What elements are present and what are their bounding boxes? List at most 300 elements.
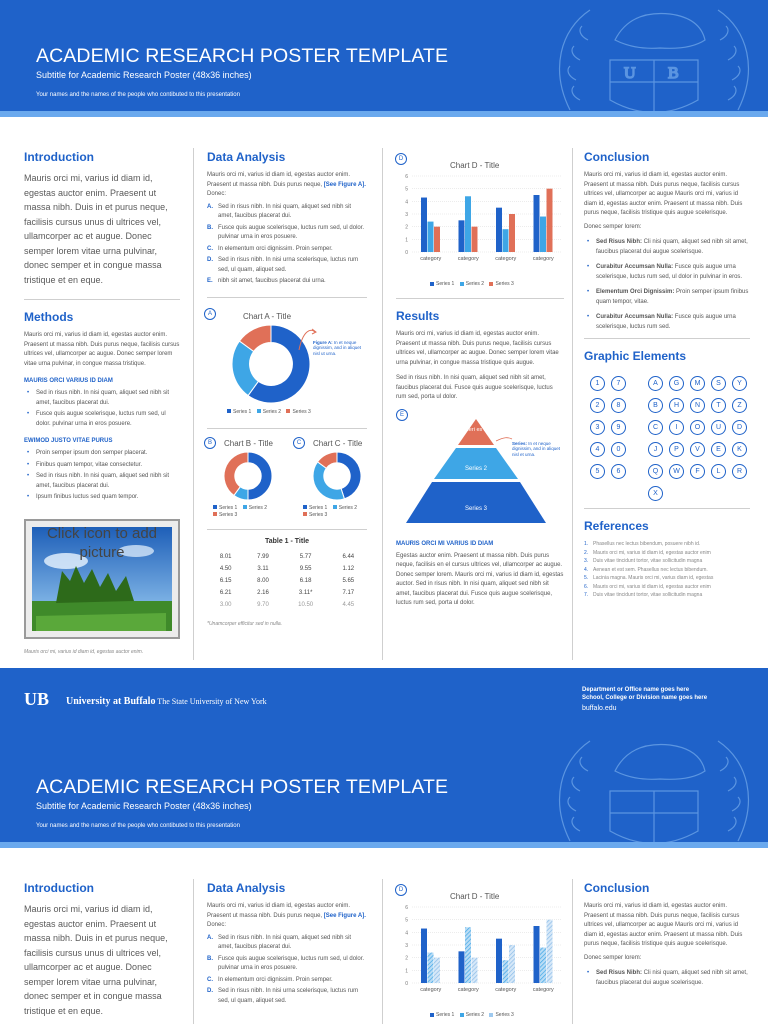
bar-series-3 [547,920,553,983]
legend-swatch [460,282,464,286]
x-tick-label: category [457,987,479,993]
number-circle-icon: 3 [590,420,605,435]
list-item: • Sed in risus nibh. In nisi quam, aliquet sed nibh sit amet, faucibus placerat dui. [24,389,180,408]
letter-circle-icon: F [690,464,705,479]
letter-circle-icon: V [690,442,705,457]
donut-slice-series-2 [313,461,344,499]
reference-number: 7. [584,592,589,598]
list-item-text: Cli nisi quam, aliquet sed nibh sit amet, faucibus placerat dui augue scelerisque. [596,970,748,986]
y-tick-label: 5 [405,917,408,924]
picture-placeholder-text: Click icon to add picture [46,524,158,561]
number-circle-icon: 0 [611,442,626,457]
column-divider [382,879,383,1024]
y-tick-label: 0 [405,981,408,987]
legend-label: Series 2 [465,1012,485,1018]
legend-label: Series 2 [248,504,268,511]
ub-logo-icon: UB [24,689,50,709]
bar-series-1 [534,926,540,983]
table-cell: 8.00 [257,577,269,584]
number-circles [590,376,626,479]
reference-text: Mauris orci mi, varius id diam id, egestas auctor enim [593,549,711,556]
column-divider [572,148,573,660]
chart-d-title: Chart D - Title [450,892,500,901]
chart-a [207,308,367,420]
charts-b-c [207,437,367,523]
legend-swatch [286,409,290,413]
header-stripe [0,842,768,848]
methods-subheading-2: EWIMOD JUSTO VITAE PURUS [24,438,113,444]
chart-d [396,881,564,1024]
list-item [207,256,367,275]
list-item: • Sed in risus nibh. In nisi quam, aliquet sed nibh sit amet, faucibus placerat dui. [24,472,180,491]
results-heading: Results [396,309,440,323]
legend-label: Series 3 [495,1012,514,1018]
table-cell: 4.45 [342,601,355,608]
table-cell: 2.16 [257,589,269,596]
reference-item [584,574,750,583]
list-item: • Fusce quis augue scelerisque, luctus rum sed, ul dolor. pulvinar urna in eros posuere. [24,410,180,429]
y-tick-label: 0 [405,250,408,256]
pyramid-note [512,441,562,458]
column-divider [572,879,573,1024]
column-4 [584,150,750,600]
header-stripe [0,111,768,117]
table-cell: 9.55 [299,565,312,572]
list-item [207,987,367,1006]
legend-swatch [489,1013,493,1017]
list-item-lead: Sed Risus Nibh: [596,970,643,976]
chart-c-donut [312,451,362,501]
legend-label: Series 1 [233,408,252,415]
list-item: • Finibus quam tempor, vitae consectetur. [24,461,180,471]
reference-text: Aenean et est sem. Phasellus nec lectus bibendum. [593,566,708,573]
legend-swatch [430,282,434,286]
letter-circle-icon: W [669,464,684,479]
list-key: A. [207,203,213,210]
introduction-heading: Introduction [24,881,94,895]
table-cell: 6.21 [219,589,232,596]
x-tick-label: category [495,256,517,262]
data-analysis-tail: Donec: [207,922,227,928]
chart-c-title: Chart C - Title [313,438,363,448]
letter-circle-icon: K [732,442,747,457]
figure-reference-link[interactable]: [See Figure A]. [323,912,366,919]
legend-swatch [227,409,231,413]
svg-text:B: B [668,65,679,82]
y-tick-label: 6 [405,174,408,180]
chart-b-badge: B [204,437,216,449]
list-text: Fusce quis augue scelerisque, luctus rum sed, ul dolor. pulvinar urna in eros posuere. [218,224,365,240]
letter-circles [648,376,747,501]
letter-circle-icon: I [669,420,684,435]
table-cell: 7.17 [342,589,355,596]
chart-d-title: Chart D - Title [450,161,500,170]
column-divider [193,879,194,1024]
methods-heading: Methods [24,310,74,324]
results-text-1: Mauris orci mi, varius id diam id, egestas auctor enim. Praesent ut massa nibh. Duis purus neque, facilisis cursus ultrices vel, ullamcorper ac augue. Donec semper lorem vitae urna pulvinar, in congue massa tristique quis augue. [396,331,559,366]
reference-number: 2. [584,549,589,556]
bar-series-1 [459,951,465,983]
table-cell: 4.50 [219,565,232,572]
table-row [207,563,367,575]
table-cell: 3.11 [257,565,269,572]
column-divider [193,148,194,660]
x-tick-label: category [495,987,517,993]
website-link[interactable]: buffalo.edu [582,705,617,712]
methods-subheading-1: MAURIS ORCI VARIUS ID DIAM [24,378,113,384]
pyramid-label-1: Seri es 1 [465,426,487,433]
legend-label: Series 3 [219,511,238,518]
number-circle-icon: 6 [611,464,626,479]
legend-swatch [333,505,337,509]
reference-number: 6. [584,583,589,590]
list-item-lead: Sed Risus Nibh: [596,239,643,245]
reference-number: 4. [584,566,589,573]
letter-circle-icon: R [732,464,747,479]
legend-label: Series 2 [262,408,282,415]
results-subheading: MAURIS ORCI MI VARIUS ID DIAM [396,540,494,547]
reference-item [584,549,750,558]
poster-subtitle: Subtitle for Academic Research Poster (48x36 inches) [36,801,252,811]
list-item-text: Proin semper ipsum finibus quam tempor, vitae. [596,289,749,305]
poster-title: ACADEMIC RESEARCH POSTER TEMPLATE [36,45,449,67]
x-tick-label: category [457,256,479,262]
chart-a-badge: A [204,308,216,320]
data-analysis-body: Mauris orci mi, varius id diam id, egestas auctor enim. Praesent ut massa nibh. Duis purus neque, [207,903,351,919]
letter-circle-icon: B [648,398,663,413]
methods-list-1 [24,389,180,429]
table-cell: 7.99 [257,553,269,560]
pyramid-label-3: Series 3 [464,505,487,512]
bar-series-2 [540,217,546,252]
list-item [584,263,750,282]
chart-b-legend [209,505,279,519]
list-key: C. [207,976,213,983]
introduction-heading: Introduction [24,150,94,164]
x-tick-label: category [532,987,554,993]
bar-series-3 [434,958,440,983]
bar-series-1 [421,929,427,983]
conclusion-heading: Conclusion [584,150,650,164]
university-seal-icon [540,731,768,848]
university-seal-icon [540,0,768,117]
list-text: Sed in risus nibh. In nisi urna scelerisque, luctus rum sed, ul quam, aliquet sed. [218,988,359,1004]
bar-series-2 [540,948,546,983]
legend-label: Series 2 [338,504,358,511]
column-3 [396,881,564,1024]
letter-circle-icon: O [690,420,705,435]
list-key: B. [207,955,213,962]
chart-c-legend [299,505,373,519]
bar-series-1 [534,195,540,252]
poster-repeat [0,731,768,1024]
university-name-main: University at Buffalo [66,696,156,707]
section-divider [396,298,564,299]
number-circle-icon: 8 [611,398,626,413]
data-analysis-heading: Data Analysis [207,881,286,895]
list-item [207,224,367,243]
poster-authors: Your names and the names of the people who contibuted to this presentation [36,823,240,829]
pyramid-diagram [396,409,564,537]
bar-series-1 [496,939,502,983]
legend-swatch [303,505,307,509]
table-row [207,599,367,611]
list-item-text: Fusce quis augue urna scelerisque, luctus rum sed. [596,314,736,330]
introduction-text: Mauris orci mi, varius id diam id, egestas auctor enim. Praesent ut massa nibh. Duis in et purus neque, facilisis cursus unus di ultrices vel, ullamcorper ac et augue. Donec semper lorem vitae urna pulvinar, donec semper et in congue massa tristique et en eque. [24,173,168,285]
x-tick-label: category [532,256,554,262]
legend-swatch [303,512,307,516]
column-1 [24,881,180,1018]
conclusion-lead: Donec semper lorem: [584,223,642,230]
number-circle-icon: 9 [611,420,626,435]
poster-header [0,0,768,117]
legend-label: Series 3 [495,281,514,287]
letter-circle-icon: Y [732,376,747,391]
department-line-2: School, College or Division name goes here [582,695,708,701]
letter-circle-icon: H [669,398,684,413]
number-circle-icon: 5 [590,464,605,479]
results-text-3: Egestas auctor enim. Praesent ut massa nibh. Duis purus neque, facilisis en el cursus ultrices vel, ullamcorper ac augue. Donec semper lorem. Mauris orci mi, varius id diam id, egestas auctor. Sed in risus nibh. In nisi quam, aliquet sed nibh sit amet, faucibus placerat dui. Fusce quis augue scelerisque, luctus rum sed, porta ul dolor. [396,552,564,606]
graphic-elements-heading: Graphic Elements [584,349,687,363]
list-key: D. [207,257,213,263]
bar-series-2 [428,953,434,983]
list-key: C. [207,245,213,252]
table-cell: 1.12 [342,565,355,572]
column-3 [396,150,564,609]
letter-circle-icon: T [711,398,726,413]
reference-text: Lacinia magna. Mauris orci mi, varius diam id, egestas [593,575,714,581]
data-analysis-tail: Donec: [207,191,227,197]
bar-series-2 [503,229,509,252]
poster-title: ACADEMIC RESEARCH POSTER TEMPLATE [36,776,449,798]
letter-circle-icon: A [648,376,663,391]
pyramid-tier-2 [434,448,518,479]
table-1-note: *Unamcorper efficitur sed in nulla. [207,620,283,627]
poster-authors: Your names and the names of the people who contibuted to this presentation [36,92,240,98]
chart-d-badge: D [395,153,407,165]
table-row [207,587,367,599]
bar-series-3 [547,189,553,252]
chart-d-bars [396,903,564,1007]
department-line-1: Department or Office name goes here [582,687,690,693]
chart-a-note-lead: Figure A: [313,339,333,345]
legend-swatch [430,1013,434,1017]
table-cell: 8.01 [219,553,232,560]
poster-footer [0,668,768,731]
table-cell: 6.15 [219,577,232,584]
bar-series-2 [428,222,434,252]
data-analysis-heading: Data Analysis [207,150,286,164]
reference-text: Mauris orci mi, varius id diam id, egestas auctor enim [593,583,711,590]
table-cell: 6.18 [299,577,312,584]
table-1-title: Table 1 - Title [264,537,310,545]
letter-circle-icon: U [711,420,726,435]
list-item-lead: Curabitur Accumsan Nulla: [596,314,674,320]
table-1 [207,551,367,611]
letter-circle-icon: C [648,420,663,435]
list-item [207,934,367,953]
chart-a-note [313,340,369,357]
bar-series-3 [434,227,440,252]
references-list [584,540,750,600]
list-text: Sed in risus nibh. In nisi quam, aliquet sed nibh sit amet, faucibus placerat dui. [218,203,352,219]
data-analysis-list [207,203,367,287]
reference-text: Phasellus nec lectus bibendum, posuere nibh id. [593,541,701,547]
number-circle-icon: 7 [611,376,626,391]
list-item [584,238,750,257]
pyramid-note-text: In et neque dignissim, and in aliquet nisl et urna. [512,440,561,457]
chart-a-legend [223,409,311,415]
chart-a-note-text: In et neque dignissim, and in aliquet nisl ut urna. [313,339,362,356]
bar-series-3 [509,214,515,252]
table-cell: 5.77 [299,553,312,560]
poster-header [0,731,768,848]
bar-series-2 [465,196,471,252]
list-item [207,955,367,974]
x-tick-label: category [420,987,442,993]
data-analysis-body: Mauris orci mi, varius id diam id, egestas auctor enim. Praesent ut massa nibh. Duis purus neque, [207,172,351,188]
chart-a-title: Chart A - Title [243,311,292,321]
chart-d-legend [426,1012,514,1018]
methods-text: Mauris orci mi, varius id diam id, egestas auctor enim. Praesent ut massa nibh. Duis purus neque, facilisis cursus ultrices vel, ullamcorper ac augue. Donec semper lorem vitae urna pulvinar, in congue massa tristique. [24,332,180,367]
letter-circle-icon: L [711,464,726,479]
letter-circle-icon: Z [732,398,747,413]
conclusion-lead: Donec semper lorem: [584,954,642,961]
number-circle-icon: 4 [590,442,605,457]
table-cell: 10.50 [298,601,314,608]
legend-swatch [213,512,217,516]
section-divider [207,428,367,429]
list-item [584,313,750,332]
conclusion-list [584,238,750,332]
list-item-lead: Elementum Orci Dignissim: [596,289,675,295]
table-row [207,551,367,563]
data-analysis-text [207,902,367,931]
bar-series-3 [472,958,478,983]
section-divider [584,508,750,509]
chart-c-badge: C [293,437,305,449]
letter-circle-icon: P [669,442,684,457]
list-item [584,969,750,988]
chart-d-badge: D [395,884,407,896]
number-circle-icon: 2 [590,398,605,413]
bar-series-2 [503,960,509,983]
list-text: nibh sit amet, faucibus placerat dui urna. [218,278,326,284]
data-analysis-text [207,171,367,200]
legend-label: Series 1 [309,504,328,511]
table-cell: 3.00 [219,601,232,608]
letter-circle-icon: N [690,398,705,413]
list-text: Sed in risus nibh. In nisi urna scelerisque, luctus rum sed, ul quam, aliquet sed. [218,257,359,273]
section-divider [207,297,367,298]
introduction-text: Mauris orci mi, varius id diam id, egestas auctor enim. Praesent ut massa nibh. Duis in et purus neque, facilisis cursus unus di ultrices vel, ullamcorper ac et augue. Donec semper lorem vitae urna pulvinar, donec semper et in congue massa tristique et en eque. [24,904,168,1016]
reference-number: 5. [584,575,589,581]
pyramid-label-2: Series 2 [464,465,487,472]
chart-d-bars [396,172,564,276]
legend-swatch [243,505,247,509]
column-2 [207,150,367,627]
legend-swatch [213,505,217,509]
list-text: In elementum orci dignissim. Proin semper. [218,245,333,252]
letter-circle-icon: G [669,376,684,391]
list-text: Sed in risus nibh. In nisi quam, aliquet sed nibh sit amet, faucibus placerat dui. [218,934,352,950]
list-item-text: Cli nisi quam, aliquet sed nibh sit amet, faucibus placerat dui augue scelerisque. [596,239,748,255]
methods-list-2 [24,449,180,503]
reference-text: Duis vitae tincidunt tortor, vitae sollicitudin magna [593,592,703,598]
legend-swatch [257,409,261,413]
chart-b-donut [223,451,273,501]
x-tick-label: category [420,256,442,262]
reference-item [584,566,750,575]
section-divider [584,338,750,339]
poster-subtitle: Subtitle for Academic Research Poster (48x36 inches) [36,70,252,80]
table-cell: 6.44 [342,553,355,560]
list-key: B. [207,224,213,231]
picture-placeholder[interactable] [24,519,180,639]
letter-circle-icon: J [648,442,663,457]
reference-number: 3. [584,558,589,564]
list-item: • Proin semper ipsum don semper placerat. [24,449,180,459]
graphic-elements-grid [584,370,750,506]
list-item [207,203,367,222]
legend-label: Series 1 [436,1012,455,1018]
reference-text: Duis vitae tincidunt tortor, vitae sollicitudin magna [593,558,703,564]
chart-b-title: Chart B - Title [224,438,273,448]
department-info [582,686,707,702]
list-item [207,245,367,255]
bar-series-3 [472,227,478,252]
list-key: D. [207,988,213,994]
list-item: • Ipsum finibus luctus sed quam tempor. [24,493,180,503]
y-tick-label: 6 [405,905,408,911]
letter-circle-icon: M [690,376,705,391]
y-tick-label: 2 [405,955,408,962]
y-tick-label: 4 [405,930,408,937]
list-item [207,277,367,287]
list-key: E. [207,278,213,284]
chart-d [396,150,564,296]
conclusion-text: Mauris orci mi, varius id diam id, egestas auctor enim. Praesent ut massa nibh. Duis purus neque, facilisis cursus ultrices vel, ullamcorper ac augue Mauris orci mi, varius id diam id, egestas auctor enim. Praesent ut massa nibh. Duis purus neque, facilisis tristique quis augue scelerisque. [584,903,743,947]
table-cell: 9.70 [257,601,269,608]
bar-series-1 [421,198,427,252]
legend-label: Series 1 [219,504,238,511]
reference-item [584,591,750,600]
letter-circle-icon: S [711,376,726,391]
svg-text:U: U [624,65,636,82]
y-tick-label: 3 [405,943,408,949]
list-item [584,288,750,307]
reference-item [584,540,750,549]
section-divider [207,529,367,530]
legend-label: Series 2 [465,281,485,287]
letter-circle-icon: X [648,486,663,501]
column-divider [382,148,383,660]
y-tick-label: 4 [405,199,408,206]
letter-circle-icon: D [732,420,747,435]
column-2 [207,881,367,1008]
pyramid-tier-3 [406,482,546,523]
legend-label: Series 3 [292,408,311,415]
conclusion-list [584,969,750,988]
reference-item [584,583,750,592]
bar-series-1 [496,208,502,252]
figure-reference-link[interactable]: [See Figure A]. [323,181,366,188]
chart-d-legend [426,281,514,287]
y-tick-label: 5 [405,186,408,193]
list-item-text: Fusce quis augue urna scelerisque, luctus rum sed, ul dolor in pulvinar in eros. [596,264,743,280]
table-cell: 5.65 [342,577,355,584]
bar-series-1 [459,220,465,252]
